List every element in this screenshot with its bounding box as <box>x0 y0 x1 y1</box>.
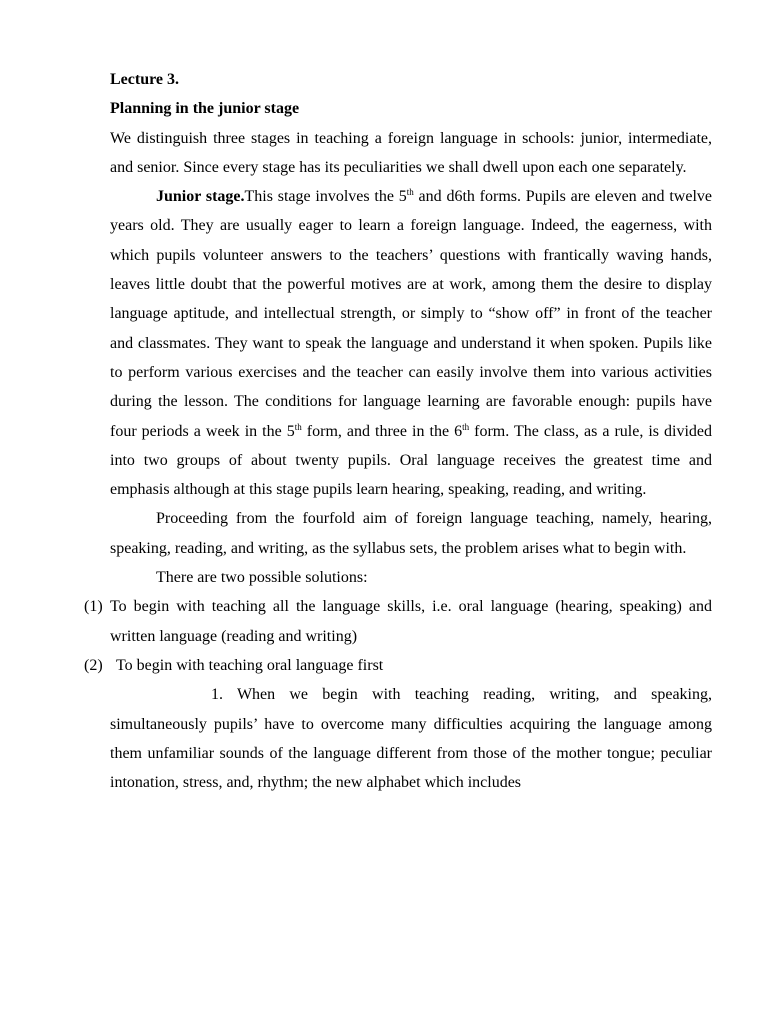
intro-paragraph: We distinguish three stages in teaching a foreign language in schools: junior, intermediate, and senior. Since every stage has its peculiarities we shall dwell upon each one separately. <box>110 129 712 176</box>
lecture-number: Lecture 3. <box>110 71 180 88</box>
junior-text-b: and d6th forms. Pupils are eleven and twelve years old. They are usually eager to learn a foreign language. Indeed, the eagerness, with which pupils volunteer answers to the teachers’ questions with frantically waving hands, leaves little doubt that the powerful motives are at work, among them the desire to display language aptitude, and intellectual strength, or simply to “show off” in front of the teacher and classmates. They want to speak the language and understand it when spoken. Pupils like to perform various exercises and the teacher can easily involve them into various activities during the lesson. The conditions for language learning are favorable enough: pupils have four periods a week in the 5 <box>110 188 712 440</box>
superscript-th: th <box>406 187 414 198</box>
list-item <box>84 592 712 651</box>
document-page <box>84 65 713 797</box>
list-item-text: To begin with teaching oral language first <box>116 656 384 674</box>
solutions-paragraph: There are two possible solutions: <box>156 569 368 587</box>
superscript-th: th <box>294 421 302 432</box>
junior-text-c: form, and three in the 6 <box>301 422 463 440</box>
list-item-number: (2) <box>84 656 103 674</box>
junior-text-a: This stage involves the 5 <box>244 188 407 206</box>
list-item-text: To begin with teaching all the language skills, i.e. oral language (hearing, speaking) and written language (reading and writing) <box>110 598 712 645</box>
proceeding-paragraph: Proceeding from the fourfold aim of foreign language teaching, namely, hearing, speaking, reading, and writing, as the syllabus sets, the problem arises what to begin with. <box>110 510 712 557</box>
junior-stage-paragraph <box>110 182 712 504</box>
list-item-number: (1) <box>84 598 103 616</box>
superscript-th: th <box>462 421 470 432</box>
list-item <box>84 651 712 680</box>
difficulties-paragraph: 1. When we begin with teaching reading, writing, and speaking, simultaneously pupils’ have to overcome many difficulties acquiring the language among them unfamiliar sounds of the language different from those of the mother tongue; peculiar intonation, stress, and, rhythm; the new alphabet which includes <box>110 686 712 792</box>
lecture-title: Planning in the junior stage <box>110 100 300 118</box>
junior-stage-heading: Junior stage. <box>156 188 245 206</box>
junior-text-d: form. The class, as a rule, is divided into two groups of about twenty pupils. Oral language receives the greatest time and emphasis although at this stage pupils learn hearing, speaking, reading, and writing. <box>110 422 713 499</box>
